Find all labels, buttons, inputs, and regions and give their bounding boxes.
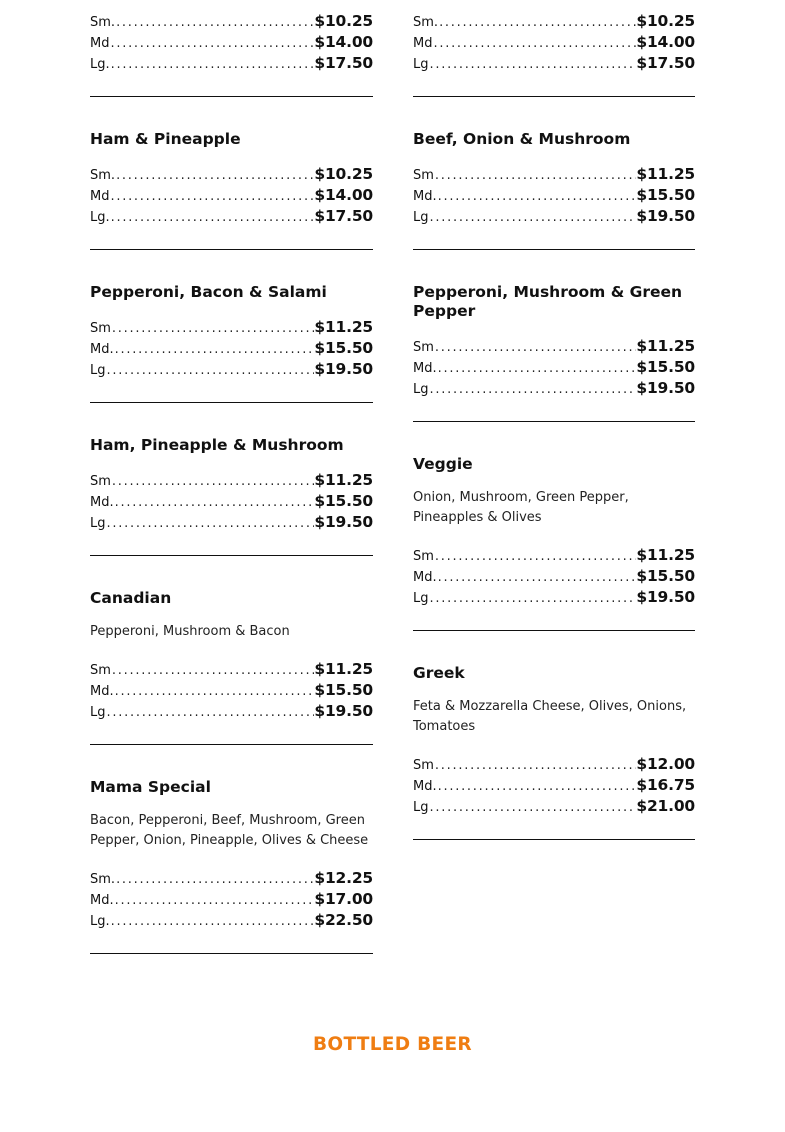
price-row (413, 567, 695, 588)
price-list (413, 165, 695, 228)
price-row (413, 165, 695, 186)
price-row (413, 12, 695, 33)
size-label: Lg. (90, 57, 110, 72)
price-row (90, 890, 373, 911)
price-row (90, 492, 373, 513)
size-label: Md (413, 36, 433, 51)
price-row (413, 546, 695, 567)
size-label: Lg. (90, 210, 110, 225)
price-row (90, 360, 373, 381)
price-value: $17.50 (314, 54, 373, 72)
size-label: Lg (90, 705, 106, 720)
price-value: $19.50 (314, 360, 373, 378)
menu-item (90, 0, 373, 97)
price-value: $15.50 (314, 681, 373, 699)
size-label: Lg (90, 363, 106, 378)
size-label: Sm. (90, 872, 116, 887)
menu-item (90, 745, 373, 954)
dot-leader (434, 758, 636, 773)
menu-item (413, 250, 695, 422)
dot-leader (114, 495, 315, 510)
price-list (90, 12, 373, 75)
price-value: $17.00 (314, 890, 373, 908)
price-value: $15.50 (314, 339, 373, 357)
dot-leader (106, 705, 315, 720)
menu-item (413, 0, 695, 97)
dot-leader (109, 189, 314, 204)
size-label: Sm (90, 474, 111, 489)
dot-leader (432, 36, 636, 51)
size-label: Sm (413, 549, 434, 564)
menu-item (413, 97, 695, 250)
size-label: Md. (90, 495, 114, 510)
size-label: Lg (413, 210, 429, 225)
dot-leader (437, 361, 637, 376)
size-label: Md. (413, 189, 437, 204)
price-list (90, 165, 373, 228)
price-row (90, 165, 373, 186)
price-value: $10.25 (314, 12, 373, 30)
price-value: $11.25 (636, 546, 695, 564)
dot-leader (115, 15, 314, 30)
size-label: Sm (413, 758, 434, 773)
price-value: $17.50 (314, 207, 373, 225)
size-label: Md. (90, 893, 114, 908)
menu-item-title: Veggie (413, 455, 473, 473)
price-value: $21.00 (636, 797, 695, 815)
menu-item-title: Greek (413, 664, 465, 682)
price-row (413, 33, 695, 54)
price-list (413, 546, 695, 609)
menu-item (90, 250, 373, 403)
price-value: $22.50 (314, 911, 373, 929)
price-row (90, 911, 373, 932)
size-label: Sm. (413, 15, 439, 30)
menu-item-description: Onion, Mushroom, Green Pepper, Pineapples & Olives (413, 490, 629, 525)
price-value: $19.50 (314, 513, 373, 531)
price-row (413, 358, 695, 379)
menu-item-description: Bacon, Pepperoni, Beef, Mushroom, Green Pepper, Onion, Pineapple, Olives & Cheese (90, 813, 369, 848)
price-value: $15.50 (636, 186, 695, 204)
divider (413, 839, 695, 840)
size-label: Lg (413, 57, 429, 72)
dot-leader (109, 36, 314, 51)
dot-leader (434, 549, 636, 564)
dot-leader (437, 779, 637, 794)
price-value: $10.25 (636, 12, 695, 30)
menu-column-right (413, 0, 695, 840)
dot-leader (434, 168, 636, 183)
size-label: Lg. (90, 914, 110, 929)
dot-leader (437, 189, 637, 204)
dot-leader (106, 516, 315, 531)
price-value: $12.25 (314, 869, 373, 887)
price-row (413, 797, 695, 818)
dot-leader (115, 872, 314, 887)
menu-column-left (90, 0, 373, 954)
dot-leader (429, 591, 637, 606)
price-row (413, 776, 695, 797)
menu-item (90, 403, 373, 556)
price-row (90, 660, 373, 681)
dot-leader (437, 570, 637, 585)
price-value: $14.00 (314, 33, 373, 51)
size-label: Md (90, 189, 110, 204)
price-row (413, 755, 695, 776)
size-label: Md. (413, 779, 437, 794)
menu-item-title: Mama Special (90, 778, 211, 796)
dot-leader (110, 57, 315, 72)
dot-leader (114, 893, 315, 908)
price-row (90, 318, 373, 339)
size-label: Lg (413, 382, 429, 397)
menu-item (413, 631, 695, 840)
price-value: $11.25 (314, 471, 373, 489)
menu-item-title: Pepperoni, Bacon & Salami (90, 283, 327, 301)
menu-item (90, 556, 373, 745)
divider (90, 953, 373, 954)
price-row (90, 339, 373, 360)
price-row (90, 207, 373, 228)
price-value: $15.50 (636, 567, 695, 585)
price-list (90, 660, 373, 723)
price-row (90, 869, 373, 890)
menu-item-title: Beef, Onion & Mushroom (413, 130, 631, 148)
dot-leader (429, 57, 637, 72)
dot-leader (106, 363, 315, 378)
size-label: Sm. (90, 15, 116, 30)
size-label: Md (90, 36, 110, 51)
size-label: Lg (413, 591, 429, 606)
price-value: $19.50 (636, 207, 695, 225)
price-list (413, 12, 695, 75)
price-row (90, 54, 373, 75)
size-label: Sm. (90, 168, 116, 183)
price-row (90, 471, 373, 492)
price-value: $11.25 (314, 318, 373, 336)
size-label: Md. (413, 361, 437, 376)
size-label: Sm (413, 340, 434, 355)
dot-leader (111, 321, 314, 336)
dot-leader (114, 342, 315, 357)
size-label: Lg (413, 800, 429, 815)
size-label: Sm (90, 321, 111, 336)
dot-leader (115, 168, 314, 183)
price-row (413, 207, 695, 228)
dot-leader (434, 340, 636, 355)
menu-item-title: Ham & Pineapple (90, 130, 241, 148)
price-value: $12.00 (636, 755, 695, 773)
dot-leader (111, 663, 314, 678)
price-value: $19.50 (314, 702, 373, 720)
price-list (413, 337, 695, 400)
price-value: $19.50 (636, 379, 695, 397)
size-label: Sm (413, 168, 434, 183)
price-value: $14.00 (314, 186, 373, 204)
price-row (413, 186, 695, 207)
price-value: $11.25 (314, 660, 373, 678)
size-label: Md. (413, 570, 437, 585)
menu-item (90, 97, 373, 250)
price-list (90, 869, 373, 932)
price-row (90, 702, 373, 723)
price-row (413, 54, 695, 75)
dot-leader (429, 382, 637, 397)
dot-leader (110, 210, 315, 225)
dot-leader (114, 684, 315, 699)
size-label: Lg (90, 516, 106, 531)
menu-item (413, 422, 695, 631)
price-row (90, 33, 373, 54)
menu-item-description: Feta & Mozzarella Cheese, Olives, Onions, Tomatoes (413, 699, 687, 734)
price-value: $14.00 (636, 33, 695, 51)
price-list (90, 471, 373, 534)
price-row (90, 681, 373, 702)
dot-leader (429, 210, 637, 225)
dot-leader (111, 474, 314, 489)
price-row (90, 513, 373, 534)
price-row (90, 12, 373, 33)
menu-item-title: Ham, Pineapple & Mushroom (90, 436, 344, 454)
dot-leader (429, 800, 637, 815)
dot-leader (438, 15, 636, 30)
price-value: $15.50 (314, 492, 373, 510)
price-value: $19.50 (636, 588, 695, 606)
size-label: Md. (90, 342, 114, 357)
size-label: Md. (90, 684, 114, 699)
menu-item-description: Pepperoni, Mushroom & Bacon (90, 624, 290, 639)
size-label: Sm (90, 663, 111, 678)
price-list (413, 755, 695, 818)
price-row (413, 379, 695, 400)
price-row (90, 186, 373, 207)
price-value: $16.75 (636, 776, 695, 794)
price-value: $17.50 (636, 54, 695, 72)
menu-item-title: Canadian (90, 589, 172, 607)
dot-leader (110, 914, 315, 929)
price-value: $10.25 (314, 165, 373, 183)
price-value: $11.25 (636, 337, 695, 355)
menu-item-title: Pepperoni, Mushroom & Green Pepper (413, 283, 683, 320)
price-row (413, 337, 695, 358)
price-row (413, 588, 695, 609)
price-value: $11.25 (636, 165, 695, 183)
price-list (90, 318, 373, 381)
section-heading-bottled-beer: BOTTLED BEER (313, 1034, 472, 1055)
price-value: $15.50 (636, 358, 695, 376)
